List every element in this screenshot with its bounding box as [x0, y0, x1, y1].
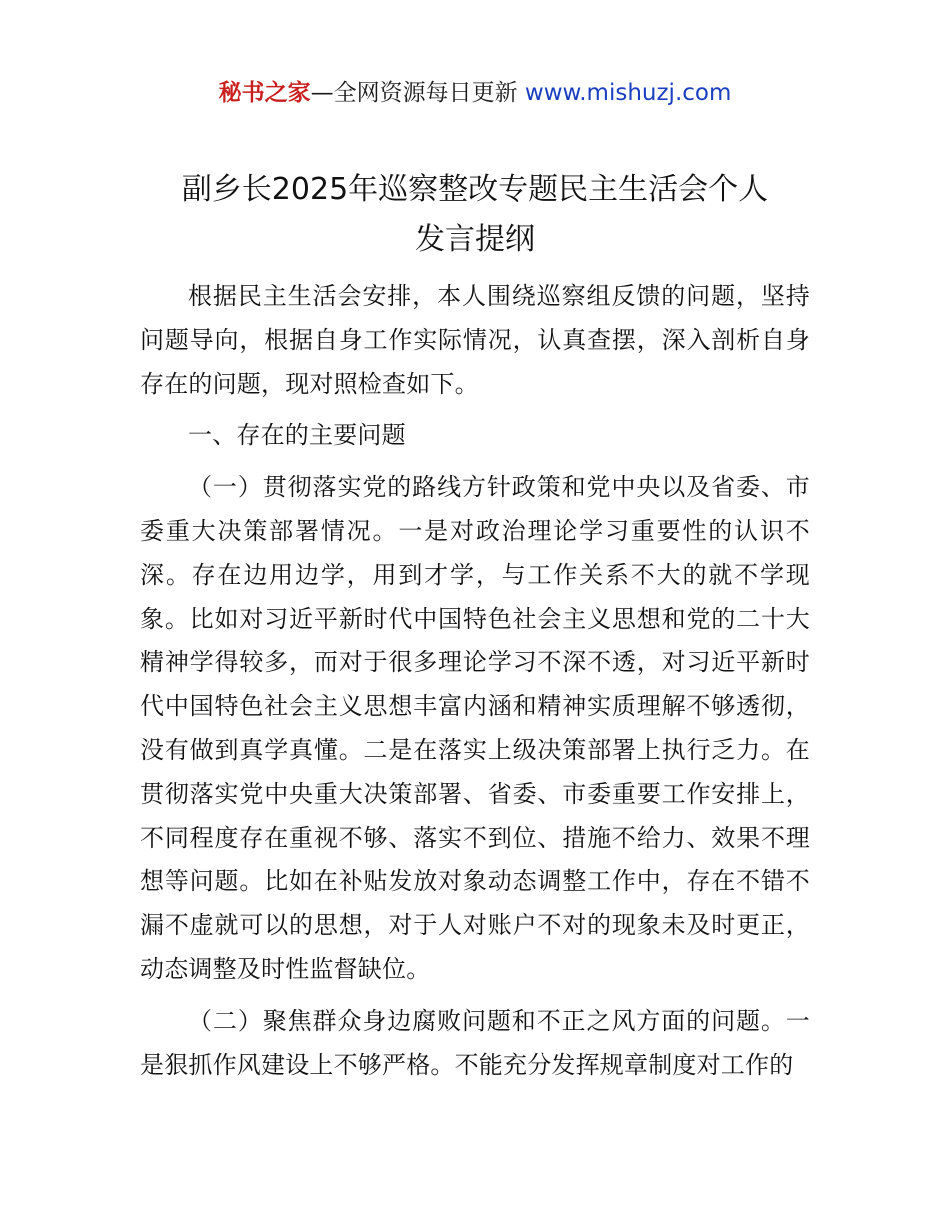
body-paragraph: （二）聚焦群众身边腐败问题和不正之风方面的问题。一是狠抓作风建设上不够严格。不能充分发挥规章制度对工作的 [140, 1006, 810, 1079]
intro-paragraph: 根据民主生活会安排，本人围绕巡察组反馈的问题，坚持问题导向，根据自身工作实际情况，认真查摆，深入剖析自身存在的问题，现对照检查如下。 [140, 282, 810, 398]
document-body [140, 275, 810, 1095]
brand-name: 秘书之家 [218, 80, 311, 106]
header-tagline: —全网资源每日更新 [310, 80, 525, 106]
body-paragraph: （一）贯彻落实党的路线方针政策和党中央以及省委、市委重大决策部署情况。一是对政治理论学习重要性的认识不深。存在边用边学，用到才学，与工作关系不大的就不学现象。比如对习近平新时代中国特色社会主义思想和党的二十大精神学得较多，而对于很多理论学习不深不透，对习近平新时代中国特色社会主义思想丰富内涵和精神实质理解不够透彻，没有做到真学真懂。二是在落实上级决策部署上执行乏力。在贯彻落实党中央重大决策部署、省委、市委重要工作安排上，不同程度存在重视不够、落实不到位、措施不给力、效果不理想等问题。比如在补贴发放对象动态调整工作中，存在不错不漏不虚就可以的思想，对于人对账户不对的现象未及时更正，动态调整及时性监督缺位。 [140, 473, 810, 983]
site-url-link[interactable]: www.mishuzj.com [524, 80, 732, 106]
section-heading: 一、存在的主要问题 [188, 421, 406, 450]
watermark-header [0, 76, 950, 110]
title-line-1: 副乡长2025年巡察整改专题民主生活会个人 [181, 172, 769, 207]
document-title [140, 165, 810, 265]
title-line-2: 发言提纲 [415, 222, 535, 257]
